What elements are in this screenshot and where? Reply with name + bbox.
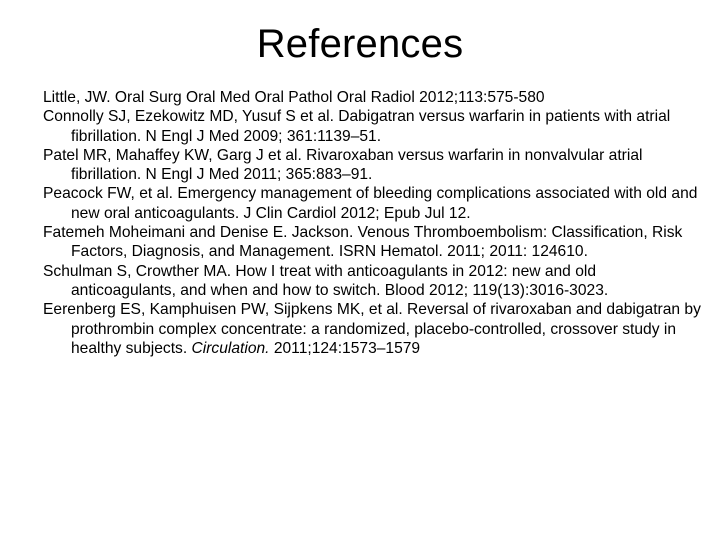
page-title: References — [256, 22, 464, 66]
reference-item: Schulman S, Crowther MA. How I treat with anticoagulants in 2012: new and old anticoagulants, and when and how to switch. Blood 2012; 119(13):3016-3023. — [43, 262, 609, 299]
reference-text: 2011;124:1573–1579 — [269, 339, 421, 357]
reference-list — [43, 88, 703, 358]
reference-text: Eerenberg ES, Kamphuisen PW, Sijpkens MK, et al. Reversal of rivaroxaban and dabigatran by prothrombin complex concentrate: a randomized, placebo-controlled, crossover study in healthy subjects. — [43, 301, 701, 357]
reference-item: Patel MR, Mahaffey KW, Garg J et al. Rivaroxaban versus warfarin in nonvalvular atrial fibrillation. N Engl J Med 2011; 365:883–91. — [43, 146, 643, 184]
reference-journal: Circulation. — [191, 339, 270, 357]
reference-item — [43, 300, 703, 358]
reference-item: Fatemeh Moheimani and Denise E. Jackson. Venous Thromboembolism: Classification, Risk Factors, Diagnosis, and Management. ISRN Hematol. 2011; 2011: 124610. — [43, 224, 683, 261]
reference-item: Peacock FW, et al. Emergency management of bleeding complications associated with old and new oral anticoagulants. J Clin Cardiol 2012; Epub Jul 12. — [43, 185, 698, 222]
reference-item: Connolly SJ, Ezekowitz MD, Yusuf S et al. Dabigatran versus warfarin in patients with atrial fibrillation. N Engl J Med 2009; 361:1139–51. — [43, 108, 671, 145]
reference-item: Little, JW. Oral Surg Oral Med Oral Pathol Oral Radiol 2012;113:575-580 — [43, 89, 545, 106]
